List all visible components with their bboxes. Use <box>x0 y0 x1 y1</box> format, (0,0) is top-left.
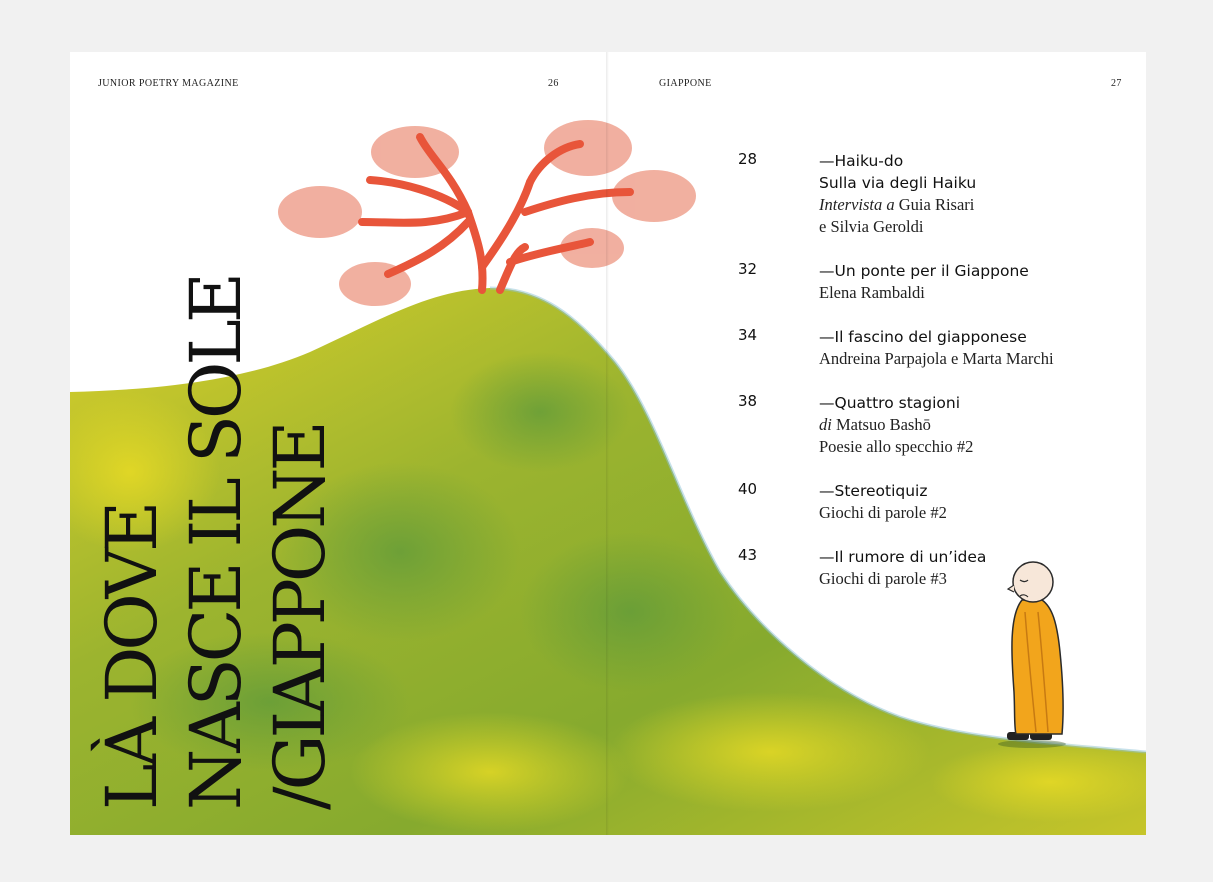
toc-page-number: 43 <box>738 546 758 564</box>
credit-name: Matsuo Bashō <box>831 415 931 434</box>
toc-entry-haiku-do[interactable] <box>738 150 1138 238</box>
toc-page-number: 28 <box>738 150 758 168</box>
toc-entry-credit <box>819 414 1138 436</box>
toc-entry-title: —Quattro stagioni <box>819 394 961 412</box>
page-gutter <box>606 52 609 835</box>
feature-title <box>90 276 342 810</box>
toc-entry-rumore[interactable] <box>738 546 1138 590</box>
toc-entry-author: Andreina Parpajola e Marta Marchi <box>819 349 1054 368</box>
title-line-3: /GIAPPONE <box>259 424 341 810</box>
toc-entry-un-ponte[interactable] <box>738 260 1138 304</box>
toc-entry-fascino[interactable] <box>738 326 1138 370</box>
toc-entry-title: —Stereotiquiz <box>819 482 928 500</box>
table-of-contents <box>738 150 1138 612</box>
magazine-spread <box>70 52 1146 835</box>
toc-entry-subtitle: Sulla via degli Haiku <box>819 174 977 192</box>
toc-page-number: 38 <box>738 392 758 410</box>
title-line-1: LÀ DOVE <box>91 504 173 810</box>
toc-entry-series: Giochi di parole #3 <box>819 569 947 588</box>
toc-entry-quattro-stagioni[interactable] <box>738 392 1138 458</box>
magazine-name-header: JUNIOR POETRY MAGAZINE <box>98 78 239 89</box>
toc-page-number: 34 <box>738 326 758 344</box>
toc-entry-series: Giochi di parole #2 <box>819 503 947 522</box>
toc-entry-title: —Un ponte per il Giappone <box>819 262 1029 280</box>
toc-page-number: 32 <box>738 260 758 278</box>
title-line-2: NASCE IL SOLE <box>175 276 257 810</box>
right-page-number: 27 <box>1111 78 1122 89</box>
toc-entry-credit-extra: e Silvia Geroldi <box>819 217 924 236</box>
toc-entry-stereotiquiz[interactable] <box>738 480 1138 524</box>
left-page-number: 26 <box>548 78 559 89</box>
toc-entry-series: Poesie allo specchio #2 <box>819 437 974 456</box>
credit-italic: Intervista a <box>819 195 895 214</box>
toc-entry-title: —Il fascino del giapponese <box>819 328 1027 346</box>
section-header: GIAPPONE <box>659 78 712 89</box>
toc-entry-title: —Haiku-do <box>819 152 904 170</box>
toc-entry-author: Elena Rambaldi <box>819 283 925 302</box>
credit-italic: di <box>819 415 832 434</box>
toc-entry-title: —Il rumore di un’idea <box>819 548 987 566</box>
toc-entry-credit <box>819 194 1138 216</box>
credit-name: Guia Risari <box>894 195 975 214</box>
toc-page-number: 40 <box>738 480 758 498</box>
